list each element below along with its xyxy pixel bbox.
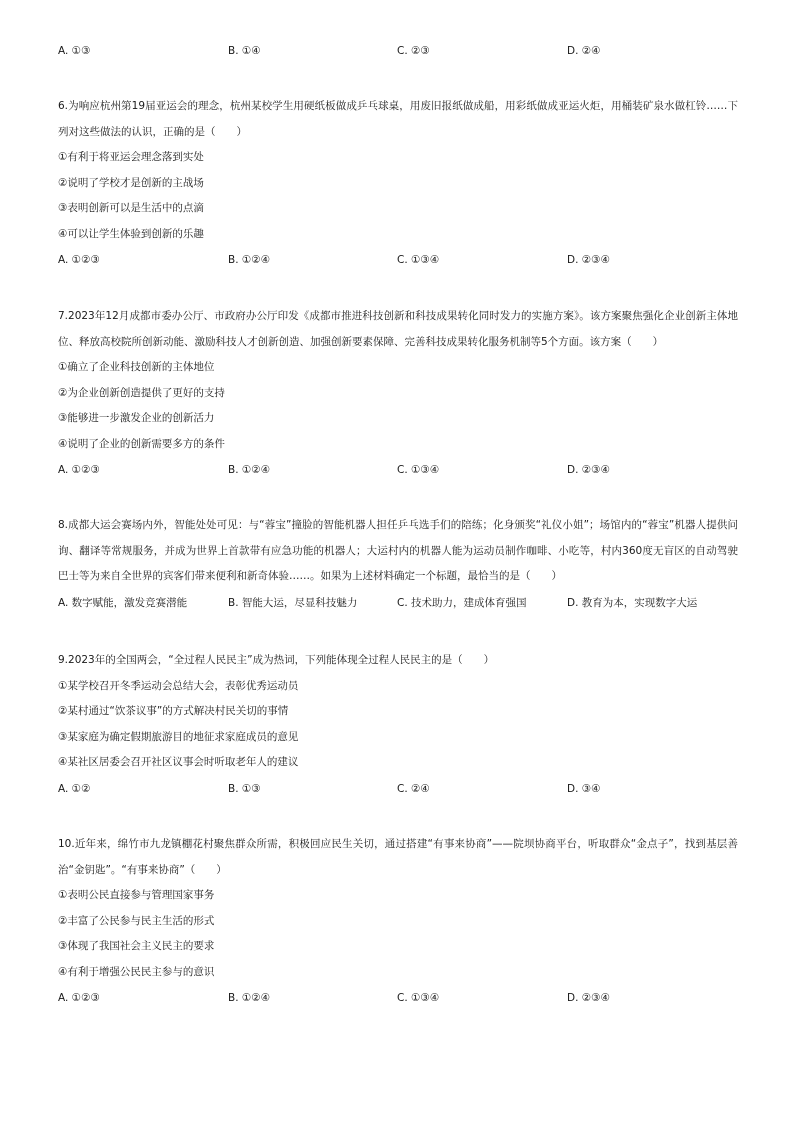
question-stem: 9.2023年的全国两会，“全过程人民民主”成为热词，下列能体现全过程人民民主的是（ ） xyxy=(58,654,495,666)
statement-item: ③表明创新可以是生活中的点滴 xyxy=(58,202,204,214)
option-row xyxy=(58,38,738,64)
statement-item: ①确立了企业科技创新的主体地位 xyxy=(58,361,215,373)
option-c[interactable]: C. ①③④ xyxy=(397,464,440,476)
option-row xyxy=(58,590,738,616)
question-stem: 10.近年来，绵竹市九龙镇棚花村聚焦群众所需，积极回应民生关切，通过搭建“有事来协商”——院坝协商平台，听取群众“金点子”，找到基层善治“金钥匙”。“有事来协商”（ ） xyxy=(58,838,738,876)
top-options xyxy=(58,38,738,64)
option-a[interactable]: A. ①②③ xyxy=(58,992,100,1004)
option-d[interactable]: D. ②④ xyxy=(567,45,601,57)
question-6 xyxy=(58,94,738,273)
option-d[interactable]: D. ②③④ xyxy=(567,254,610,266)
option-a[interactable]: A. ①②③ xyxy=(58,464,100,476)
statement-item: ②说明了学校才是创新的主战场 xyxy=(58,176,204,189)
statement-item: ②为企业创新创造提供了更好的支持 xyxy=(58,386,225,399)
statement-item: ①有利于将亚运会理念落到实处 xyxy=(58,151,204,163)
option-b[interactable]: B. 智能大运，尽显科技魅力 xyxy=(228,596,358,609)
option-a[interactable]: A. 数字赋能，激发竞赛潜能 xyxy=(58,596,188,609)
question-7 xyxy=(58,304,738,483)
question-9 xyxy=(58,648,738,802)
statement-item: ①表明公民直接参与管理国家事务 xyxy=(58,889,215,901)
option-b[interactable]: B. ①③ xyxy=(228,782,261,795)
question-8 xyxy=(58,513,738,616)
statement-item: ④有利于增强公民民主参与的意识 xyxy=(58,965,215,978)
question-stem: 7.2023年12月成都市委办公厅、市政府办公厅印发《成都市推进科技创新和科技成果转化同时发力的实施方案》。该方案聚焦强化企业创新主体地位、释放高校院所创新动能、激励科技人才创新创造、加强创新要素保障、完善科技成果转化服务机制等5个方面。该方案（ ） xyxy=(58,310,738,348)
question-stem: 6.为响应杭州第19届亚运会的理念，杭州某校学生用硬纸板做成乒乓球桌，用废旧报纸做成船，用彩纸做成亚运火炬，用桶装矿泉水做杠铃……下列对这些做法的认识，正确的是（ ） xyxy=(58,100,738,138)
option-b[interactable]: B. ①②④ xyxy=(228,992,271,1004)
statement-item: ①某学校召开冬季运动会总结大会，表彰优秀运动员 xyxy=(58,679,299,692)
statement-item: ②丰富了公民参与民主生活的形式 xyxy=(58,914,215,927)
option-a[interactable]: A. ①② xyxy=(58,782,91,795)
statement-item: ②某村通过“饮茶议事”的方式解决村民关切的事情 xyxy=(58,705,289,717)
statement-item: ③能够进一步激发企业的创新活力 xyxy=(58,412,215,424)
option-row xyxy=(58,985,738,1011)
option-b[interactable]: B. ①②④ xyxy=(228,254,271,266)
option-row xyxy=(58,776,738,802)
option-b[interactable]: B. ①④ xyxy=(228,45,261,57)
option-c[interactable]: C. 技术助力，建成体育强国 xyxy=(397,596,527,609)
statement-item: ④说明了企业的创新需要多方的条件 xyxy=(58,437,225,450)
option-a[interactable]: A. ①③ xyxy=(58,45,91,57)
question-10 xyxy=(58,832,738,1011)
option-row xyxy=(58,247,738,273)
option-c[interactable]: C. ①③④ xyxy=(397,254,440,266)
question-stem: 8.成都大运会赛场内外，智能处处可见：与“蓉宝”撞脸的智能机器人担任乒乓选手们的陪练；化身颁奖“礼仪小姐”；场馆内的“蓉宝”机器人提供问询、翻译等常规服务，并成为世界上首款带有应急功能的机器人；大运村内的机器人能为运动员制作咖啡、小吃等，村内360度无盲区的自动驾驶巴士等为来自全世界的宾客们带来便利和新奇体验……。如果为上述材料确定一个标题，最恰当的是（ ） xyxy=(58,519,738,582)
option-b[interactable]: B. ①②④ xyxy=(228,464,271,476)
statement-item: ③某家庭为确定假期旅游目的地征求家庭成员的意见 xyxy=(58,730,299,743)
option-d[interactable]: D. ③④ xyxy=(567,782,601,795)
option-row xyxy=(58,457,738,483)
option-a[interactable]: A. ①②③ xyxy=(58,254,100,266)
option-d[interactable]: D. ②③④ xyxy=(567,992,610,1004)
option-d[interactable]: D. ②③④ xyxy=(567,464,610,476)
option-c[interactable]: C. ①③④ xyxy=(397,992,440,1004)
option-c[interactable]: C. ②③ xyxy=(397,45,430,57)
statement-item: ④可以让学生体验到创新的乐趣 xyxy=(58,227,204,240)
option-c[interactable]: C. ②④ xyxy=(397,782,430,795)
statement-item: ③体现了我国社会主义民主的要求 xyxy=(58,940,215,952)
option-d[interactable]: D. 教育为本，实现数字大运 xyxy=(567,596,698,609)
statement-item: ④某社区居委会召开社区议事会时听取老年人的建议 xyxy=(58,756,299,768)
